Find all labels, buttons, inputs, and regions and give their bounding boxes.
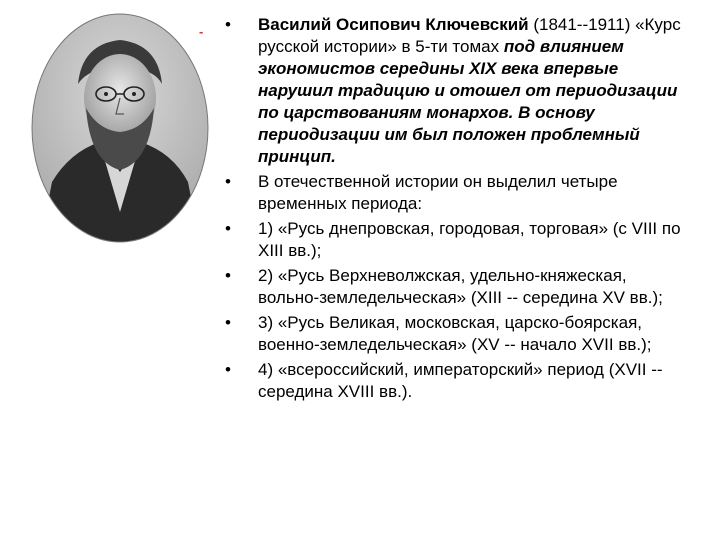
bullet-text: 1) «Русь днепровская, городовая, торговая» (с VIII по XIII вв.); <box>258 219 681 260</box>
historian-dates: (1841--1911) «Курс русской истории» в 5-ти томах <box>258 15 681 56</box>
bullet-item <box>218 171 688 215</box>
bullet-item <box>218 265 688 309</box>
bullet-list <box>218 14 688 406</box>
bullet-dot: • <box>225 360 231 379</box>
bullet-dot: • <box>225 266 231 285</box>
bullet-dot: • <box>225 313 231 332</box>
bullet-dot: • <box>225 219 231 238</box>
bullet-dot: • <box>225 15 231 34</box>
bullet-text: В отечественной истории он выделил четыре временных периода: <box>258 172 618 213</box>
bullet-item <box>218 312 688 356</box>
bullet-text: 3) «Русь Великая, московская, царско-боярская, военно-земледельческая» (XV -- начало XVII вв.); <box>258 313 652 354</box>
bullet-text: 4) «всероссийский, императорский» период (XVII -- середина XVIII вв.). <box>258 360 663 401</box>
bullet-text: 2) «Русь Верхневолжская, удельно-княжеская, вольно-земледельческая» (XIII -- середина XV вв.); <box>258 266 663 307</box>
historian-name: Василий Осипович Ключевский <box>258 15 529 34</box>
bullet-item <box>218 14 688 168</box>
bullet-item <box>218 359 688 403</box>
slide-marker: - <box>199 24 204 39</box>
bullet-dot: • <box>225 172 231 191</box>
historian-emphasis: под влиянием экономистов середины XIX века впервые нарушил традицию и отошел от периодизации по царствованиям монархов. В основу периодизации им был положен проблемный принцип. <box>258 37 678 166</box>
portrait-photo <box>30 12 210 244</box>
bullet-item <box>218 218 688 262</box>
